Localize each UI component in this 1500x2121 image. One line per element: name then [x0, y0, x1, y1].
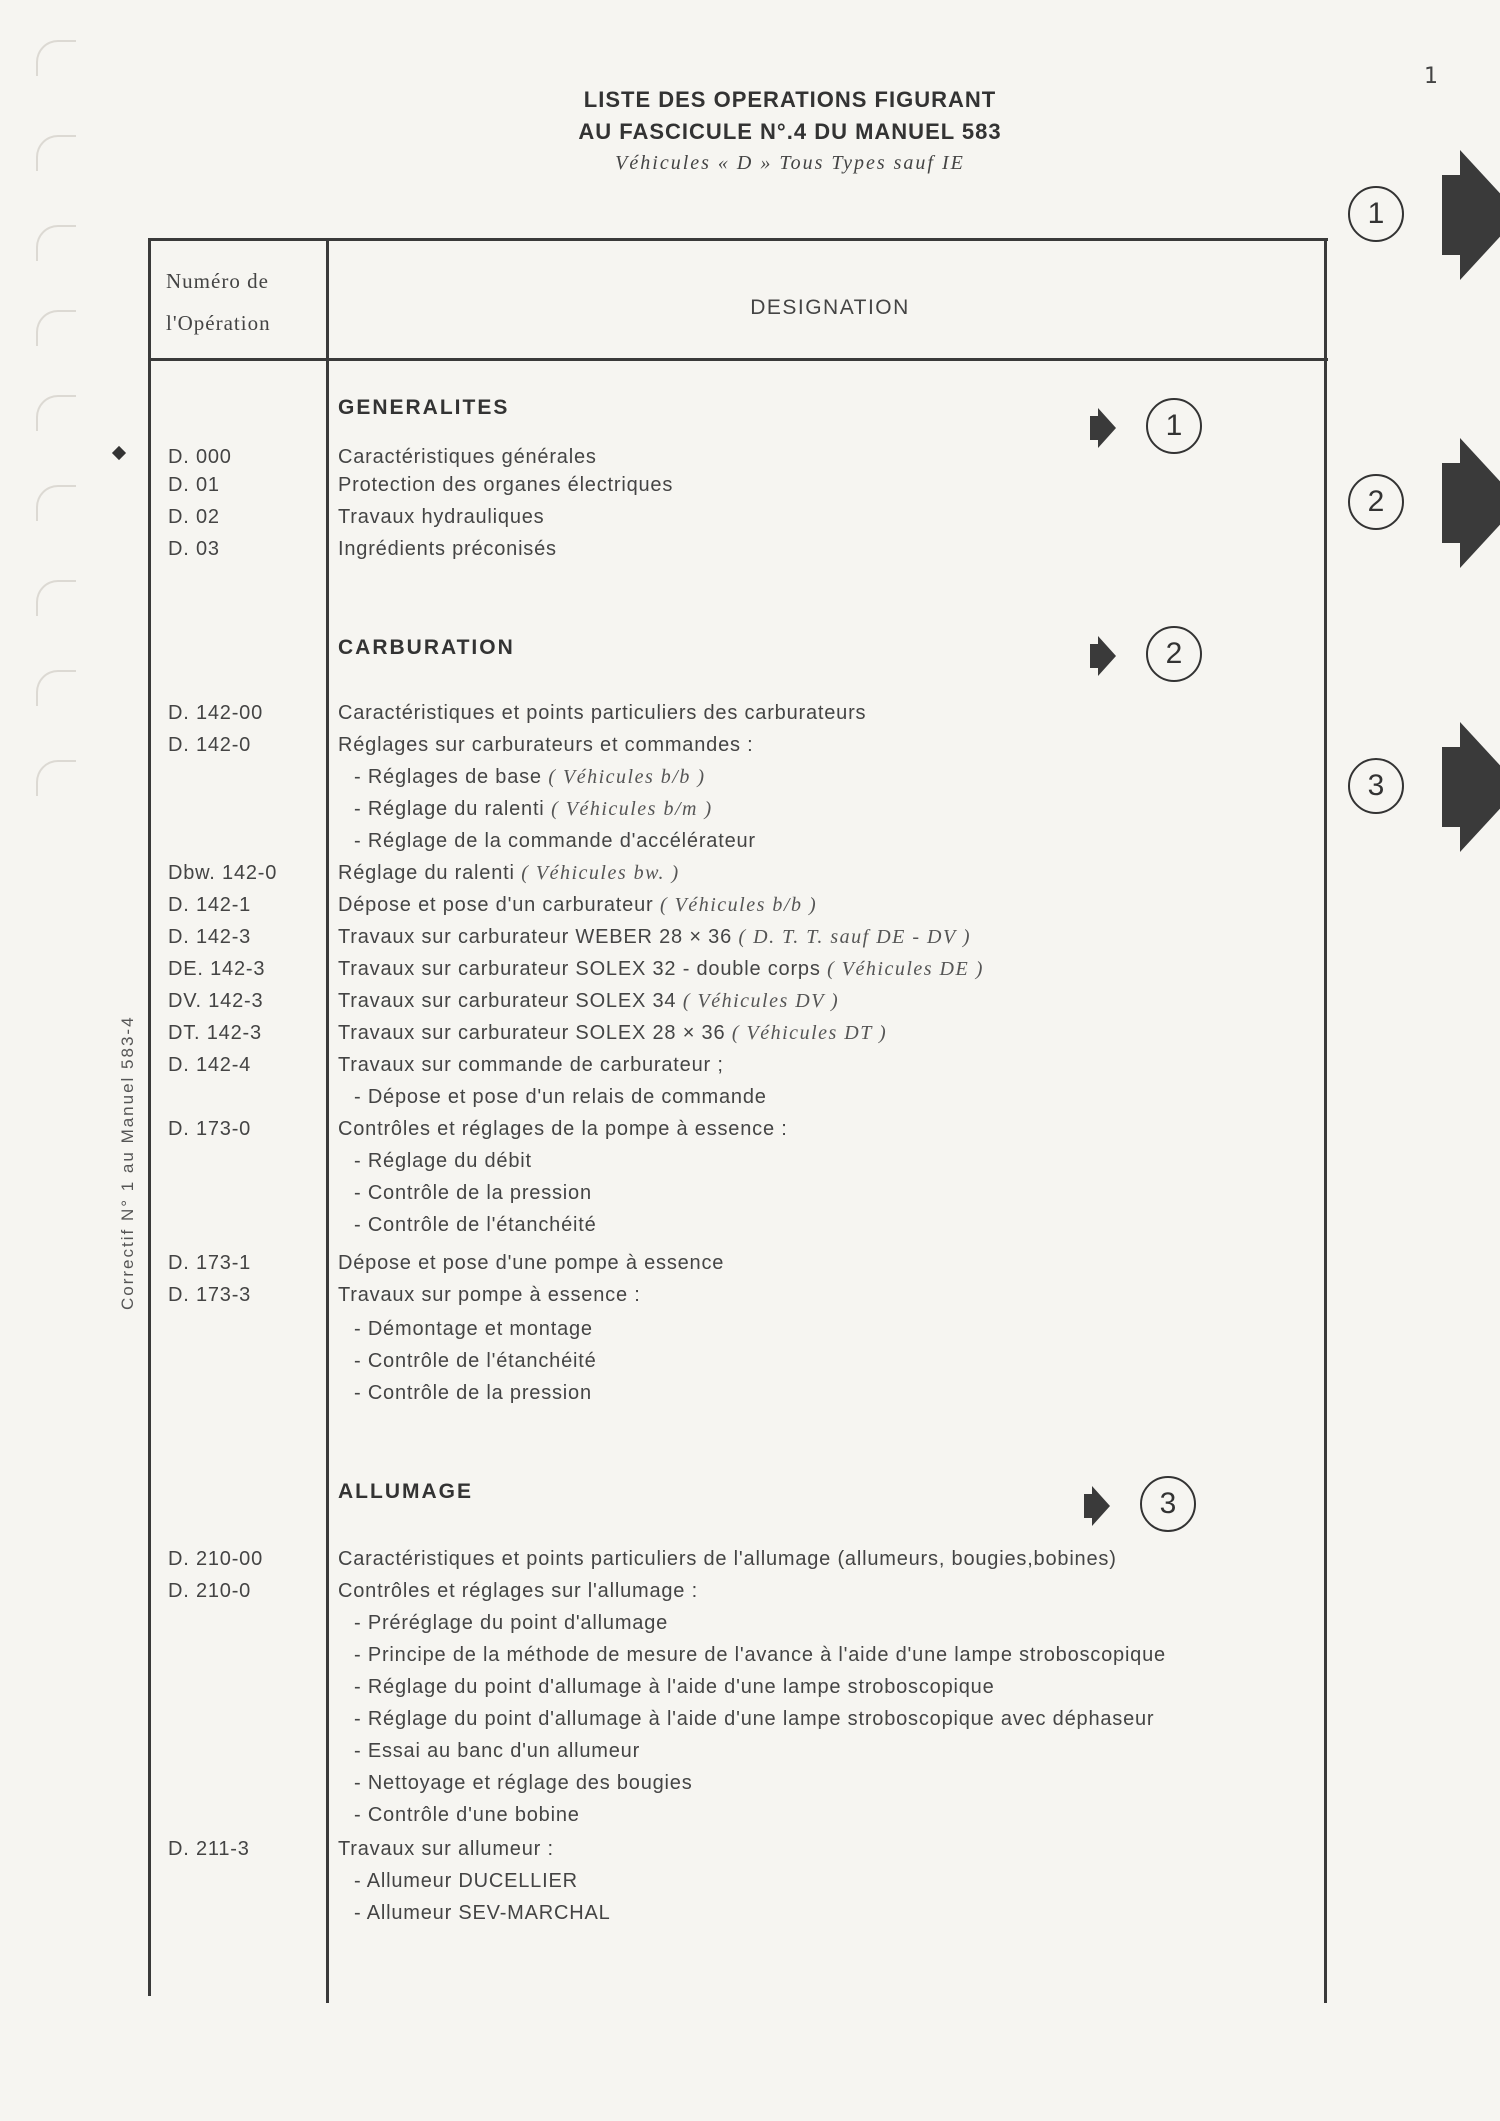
table-row: [0, 1150, 1500, 1182]
designation-text: Travaux sur carburateur WEBER 28 × 36: [338, 926, 733, 948]
circled-number: 1: [1348, 186, 1404, 242]
column-header-number: [166, 260, 316, 344]
table-row: [0, 1902, 1500, 1934]
designation-text: Travaux hydrauliques: [338, 506, 545, 528]
operation-number: D. 142-4: [168, 1054, 252, 1076]
table-row: [0, 1804, 1500, 1836]
designation-text: Dépose et pose d'un carburateur: [338, 894, 654, 916]
operation-designation: [354, 1350, 597, 1373]
title-line-1: LISTE DES OPERATIONS FIGURANT: [583, 87, 997, 112]
section-marker-3[interactable]: [1092, 1476, 1202, 1536]
designation-text: Travaux sur carburateur SOLEX 32 - double corps: [338, 958, 821, 980]
operation-designation: [338, 1054, 724, 1077]
binder-hole: [36, 395, 76, 431]
operation-number: D. 211-3: [168, 1838, 250, 1860]
designation-text: - Nettoyage et réglage des bougies: [354, 1772, 693, 1794]
vehicle-qualifier: ( Véhicules DV ): [676, 990, 840, 1012]
correctif-note: Correctif N° 1 au Manuel 583-4: [118, 1015, 137, 1310]
table-row: [0, 1772, 1500, 1804]
operation-number: D. 210-00: [168, 1548, 264, 1570]
table-row: [0, 1086, 1500, 1118]
table-row: [0, 1214, 1500, 1246]
table-row: [0, 1870, 1500, 1902]
operation-number: D. 142-0: [168, 734, 252, 756]
operation-number: D. 173-3: [168, 1284, 252, 1306]
operation-designation: [338, 958, 984, 981]
designation-text: - Réglages de base: [354, 766, 542, 788]
table-row: [0, 958, 1500, 990]
section-title-carburation: CARBURATION: [338, 636, 515, 659]
table-row: [0, 1838, 1500, 1870]
operation-number: D. 01: [168, 474, 220, 496]
vehicle-qualifier: ( Véhicules bw. ): [514, 862, 680, 884]
designation-text: Travaux sur commande de carburateur ;: [338, 1054, 724, 1076]
table-row: [0, 1054, 1500, 1086]
designation-text: - Réglage du point d'allumage à l'aide d'une lampe stroboscopique: [354, 1676, 995, 1698]
designation-text: - Contrôle de l'étanchéité: [354, 1350, 597, 1372]
designation-text: Contrôles et réglages de la pompe à essence :: [338, 1118, 788, 1140]
designation-text: - Contrôle de la pression: [354, 1382, 592, 1404]
header-num-line-2: l'Opération: [166, 311, 271, 335]
designation-text: Caractéristiques et points particuliers de l'allumage (allumeurs, bougies,bobines): [338, 1548, 1117, 1570]
vehicle-qualifier: ( Véhicules DT ): [725, 1022, 888, 1044]
table-row: [0, 990, 1500, 1022]
table-header-divider: [148, 358, 1328, 361]
designation-text: - Allumeur DUCELLIER: [354, 1870, 578, 1892]
table-row: [0, 894, 1500, 926]
designation-text: Travaux sur carburateur SOLEX 34: [338, 990, 677, 1012]
table-row: [0, 1676, 1500, 1708]
operation-designation: [338, 734, 754, 757]
binder-hole: [36, 580, 76, 616]
vehicle-qualifier: ( Véhicules DE ): [820, 958, 984, 980]
designation-text: - Allumeur SEV-MARCHAL: [354, 1902, 611, 1924]
table-row: [0, 1182, 1500, 1214]
operation-designation: [354, 1318, 593, 1341]
operation-designation: [338, 894, 817, 917]
operation-designation: [354, 1740, 640, 1763]
operation-number: Dbw. 142-0: [168, 862, 278, 884]
designation-text: Travaux sur pompe à essence :: [338, 1284, 641, 1306]
table-row: [0, 1612, 1500, 1644]
operation-designation: [338, 1580, 698, 1603]
table-row: [0, 830, 1500, 862]
designation-text: - Démontage et montage: [354, 1318, 593, 1340]
operation-designation: [354, 1382, 592, 1405]
table-row: [0, 1284, 1500, 1316]
designation-text: Contrôles et réglages sur l'allumage :: [338, 1580, 698, 1602]
side-tab-1[interactable]: [1344, 150, 1500, 280]
table-row: [0, 862, 1500, 894]
designation-text: - Réglage du point d'allumage à l'aide d'une lampe stroboscopique avec déphaseur: [354, 1708, 1155, 1730]
designation-text: Caractéristiques et points particuliers des carburateurs: [338, 702, 867, 724]
operation-number: D. 000: [168, 446, 232, 468]
operation-number: D. 173-0: [168, 1118, 252, 1140]
table-row: [0, 766, 1500, 798]
table-row: [0, 1118, 1500, 1150]
operation-number: D. 142-3: [168, 926, 252, 948]
operation-number: D. 03: [168, 538, 220, 560]
table-row: [0, 798, 1500, 830]
section-marker-2[interactable]: [1098, 626, 1208, 686]
circled-number: 2: [1348, 474, 1404, 530]
operation-number: D. 142-00: [168, 702, 264, 724]
operation-designation: [354, 1612, 668, 1635]
binder-hole: [36, 670, 76, 706]
circled-number: 3: [1140, 1476, 1196, 1532]
vehicle-qualifier: ( Véhicules b/m ): [544, 798, 713, 820]
operation-designation: [354, 1086, 767, 1109]
operation-designation: [338, 1022, 887, 1045]
designation-text: Réglages sur carburateurs et commandes :: [338, 734, 754, 756]
operation-designation: [338, 446, 597, 469]
operation-designation: [354, 1870, 578, 1893]
arrow-right-icon: [1098, 408, 1116, 448]
operation-designation: [354, 1804, 580, 1827]
circled-number: 2: [1146, 626, 1202, 682]
table-row: [0, 702, 1500, 734]
designation-text: - Principe de la méthode de mesure de l'avance à l'aide d'une lampe stroboscopique: [354, 1644, 1166, 1666]
designation-text: - Dépose et pose d'un relais de commande: [354, 1086, 767, 1108]
designation-text: Dépose et pose d'une pompe à essence: [338, 1252, 725, 1274]
table-top-border: [148, 238, 1328, 241]
table-row: [0, 538, 1500, 570]
table-row: [0, 1740, 1500, 1772]
arrow-right-icon: [1460, 150, 1500, 280]
operation-designation: [354, 1214, 597, 1237]
table-row: [0, 926, 1500, 958]
designation-text: Travaux sur allumeur :: [338, 1838, 554, 1860]
operation-designation: [354, 1902, 611, 1925]
operation-number: D. 173-1: [168, 1252, 252, 1274]
arrow-right-icon: [1092, 1486, 1110, 1526]
operation-designation: [338, 538, 557, 561]
operation-number: DE. 142-3: [168, 958, 266, 980]
operation-designation: [338, 1252, 724, 1275]
document-title: [0, 84, 1500, 178]
binder-hole: [36, 310, 76, 346]
designation-text: - Réglage du débit: [354, 1150, 532, 1172]
operation-designation: [338, 926, 971, 949]
operation-designation: [338, 506, 544, 529]
designation-text: Réglage du ralenti: [338, 862, 515, 884]
designation-text: Travaux sur carburateur SOLEX 28 × 36: [338, 1022, 726, 1044]
circled-number: 3: [1348, 758, 1404, 814]
operation-designation: [338, 1838, 554, 1861]
operation-number: DV. 142-3: [168, 990, 264, 1012]
title-line-3: Véhicules « D » Tous Types sauf IE: [615, 152, 965, 174]
binder-hole: [36, 225, 76, 261]
section-title-generalites: GENERALITES: [338, 396, 510, 419]
vehicle-qualifier: ( Véhicules b/b ): [541, 766, 706, 788]
operation-designation: [338, 1118, 788, 1141]
designation-text: Ingrédients préconisés: [338, 538, 557, 560]
arrow-right-icon: [1098, 636, 1116, 676]
vehicle-qualifier: ( D. T. T. sauf DE - DV ): [732, 926, 972, 948]
designation-text: Protection des organes électriques: [338, 474, 674, 496]
operation-designation: [354, 830, 756, 853]
operation-designation: [338, 990, 839, 1013]
designation-text: Caractéristiques générales: [338, 446, 597, 468]
operation-designation: [354, 1182, 592, 1205]
operation-designation: [354, 1676, 995, 1699]
operation-designation: [338, 862, 680, 885]
operation-designation: [354, 798, 713, 821]
operation-designation: [338, 474, 673, 497]
table-row: [0, 1708, 1500, 1740]
designation-text: - Réglage du ralenti: [354, 798, 545, 820]
operation-number: D. 210-0: [168, 1580, 252, 1602]
operation-designation: [338, 702, 866, 725]
table-row: [0, 1252, 1500, 1284]
header-num-line-1: Numéro de: [166, 269, 269, 293]
operation-designation: [354, 1708, 1154, 1731]
table-row: [0, 474, 1500, 506]
vehicle-qualifier: ( Véhicules b/b ): [653, 894, 818, 916]
section-title-allumage: ALLUMAGE: [338, 1480, 473, 1503]
column-header-designation: DESIGNATION: [750, 296, 910, 319]
operation-designation: [354, 766, 705, 789]
operation-designation: [354, 1150, 532, 1173]
operation-number: D. 142-1: [168, 894, 252, 916]
title-line-2: AU FASCICULE N°.4 DU MANUEL 583: [578, 119, 1002, 144]
designation-text: - Essai au banc d'un allumeur: [354, 1740, 641, 1762]
page-number: 1: [1424, 64, 1438, 89]
table-row: [0, 1318, 1500, 1350]
circled-number: 1: [1146, 398, 1202, 454]
designation-text: - Réglage de la commande d'accélérateur: [354, 830, 756, 852]
table-row: [0, 1548, 1500, 1580]
operation-number: D. 02: [168, 506, 220, 528]
operation-designation: [354, 1644, 1166, 1667]
table-row: [0, 1580, 1500, 1612]
operation-designation: [338, 1284, 641, 1307]
table-row: [0, 734, 1500, 766]
designation-text: - Contrôle d'une bobine: [354, 1804, 580, 1826]
table-row: [0, 1382, 1500, 1414]
table-row: [0, 1644, 1500, 1676]
operation-designation: [338, 1548, 1117, 1571]
operation-number: DT. 142-3: [168, 1022, 262, 1044]
table-row: [0, 1022, 1500, 1054]
binder-hole: [36, 40, 76, 76]
designation-text: - Préréglage du point d'allumage: [354, 1612, 669, 1634]
designation-text: - Contrôle de la pression: [354, 1182, 592, 1204]
designation-text: - Contrôle de l'étanchéité: [354, 1214, 597, 1236]
operation-designation: [354, 1772, 693, 1795]
table-row: [0, 1350, 1500, 1382]
table-row: [0, 506, 1500, 538]
